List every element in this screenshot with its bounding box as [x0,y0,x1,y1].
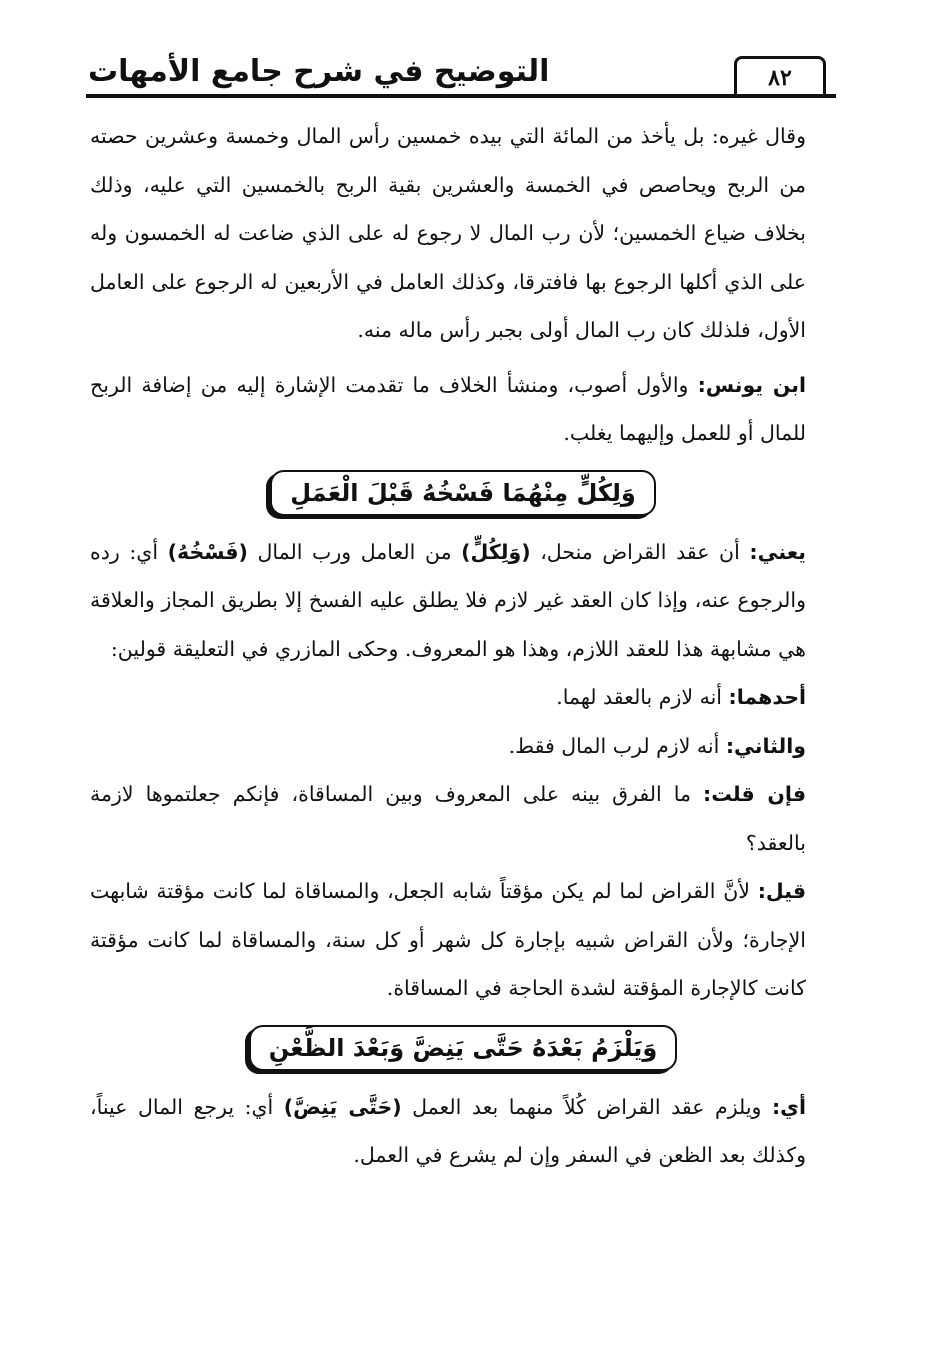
paragraph-8-text-a: ويلزم عقد القراض كُلاً منهما بعد العمل [401,1094,772,1119]
paragraph-2-text: والأول أصوب، ومنشأ الخلاف ما تقدمت الإشارة إليه من إضافة الربح للمال أو للعمل وإليهما يغلب. [90,372,806,445]
matn-2-wrapper [90,1025,836,1071]
paragraph-8-quote: (حَتَّى يَنِضَّ) [283,1094,402,1119]
page-number: ٨٢ [734,56,826,97]
paragraph-3-quote-2: (فَسْخُهُ) [167,539,248,564]
paragraph-7-lead: قيل: [757,879,806,903]
paragraph-2-lead: ابن يونس: [697,372,806,397]
paragraph-6-text: ما الفرق بينه على المعروف وبين المساقاة، فإنكم جعلتموها لازمة بالعقد؟ [90,782,806,855]
paragraph-7 [90,867,836,1013]
paragraph-5-lead: والثاني: [725,733,806,758]
matn-1: وَلِكُلٍّ مِنْهُمَا فَسْخُهُ قَبْلَ الْعَمَلِ [270,470,656,516]
paragraph-7-text: لأنَّ القراض لما لم يكن مؤقتاً شابه الجعل، والمساقاة لما كانت مؤقتة شابهت الإجارة؛ ولأن القراض شبيه بإجارة كل شهر أو كل سنة، والمساقاة لما كانت مؤقتة كانت كالإجارة المؤقتة لشدة الحاجة في المساقاة. [90,879,806,1000]
paragraph-3-text-c: أي: رده والرجوع عنه، وإذا كان العقد غير لازم فلا يطلق عليه الفسخ إلا بطريق المجاز والعلاقة هي مشابهة هذا للعقد اللازم، وهذا هو المعروف. وحكى المازري في التعليقة قولين: [90,539,806,661]
paragraph-3 [90,528,836,674]
paragraph-3-text-a: أن عقد القراض منحل، [530,539,750,564]
paragraph-8-lead: أي: [771,1094,806,1119]
paragraph-4-text: أنه لازم بالعقد لهما. [556,685,729,709]
paragraph-6 [90,770,836,867]
paragraph-6-lead: فإن قلت: [703,782,806,806]
paragraph-1-text: وقال غيره: بل يأخذ من المائة التي بيده خمسين رأس المال وخمسة وعشرين حصته من الربح ويحاصص في الخمسة والعشرين بقية الربح بالخمسين التي عليه، وذلك بخلاف ضياع الخمسين؛ لأن رب المال لا رجوع له على الذي ضاعت له الخمسون وله على الذي أكلها الرجوع بها فافترقا، وكذلك العامل في الأربعين له الرجوع على العامل الأول، فلذلك كان رب المال أولى بجبر رأس ماله منه. [90,124,806,342]
paragraph-3-text-b: من العامل ورب المال [247,539,462,564]
page-body [90,112,836,1180]
paragraph-3-quote-1: (وَلِكُلٍّ) [461,539,531,564]
paragraph-5 [90,722,836,771]
page-header [86,50,836,98]
paragraph-1 [90,112,836,355]
header-rule [86,94,836,98]
paragraph-4-lead: أحدهما: [728,685,806,709]
paragraph-8 [90,1083,836,1180]
paragraph-2 [90,361,836,458]
paragraph-8-text-b: أي: يرجع المال عيناً، وكذلك بعد الظعن في السفر وإن لم يشرع في العمل. [90,1094,806,1167]
book-title: التوضيح في شرح جامع الأمهات [88,54,550,89]
matn-1-wrapper [90,470,836,516]
paragraph-5-text: أنه لازم لرب المال فقط. [508,733,726,758]
matn-2: وَيَلْزَمُ بَعْدَهُ حَتَّى يَنِضَّ وَبَعْدَ الظَّعْنِ [249,1025,678,1071]
paragraph-4 [90,673,836,722]
paragraph-3-lead: يعني: [749,539,806,564]
